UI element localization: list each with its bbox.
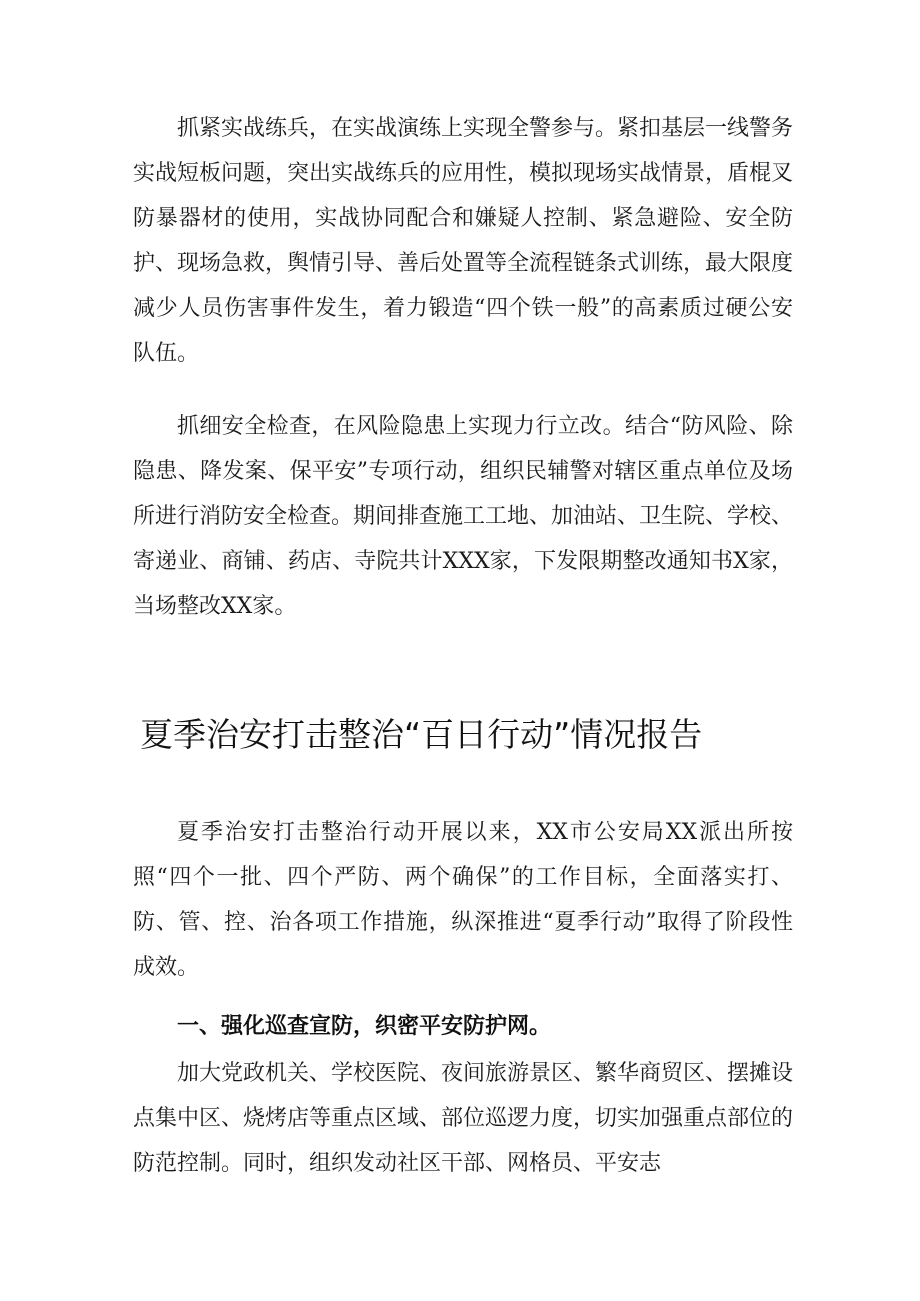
- paragraph-training: 抓紧实战练兵，在实战演练上实现全警参与。紧扣基层一线警务实战短板问题，突出实战练兵的应用性，模拟现场实战情景，盾棍叉防暴器材的使用，实战协同配合和嫌疑人控制、紧急避险、安全防护、现场急救，舆情引导、善后处置等全流程链条式训练，最大限度减少人员伤害事件发生，着力锻造“四个铁一般”的高素质过硬公安队伍。: [133, 116, 794, 366]
- report-title: 夏季治安打击整治“百日行动”情况报告: [140, 715, 703, 754]
- paragraph-patrol: 加大党政机关、学校医院、夜间旅游景区、繁华商贸区、摆摊设点集中区、烧烤店等重点区域、部位巡逻力度，切实加强重点部位的防范控制。同时，组织发动社区干部、网格员、平安志: [133, 1061, 794, 1176]
- paragraph-intro: 夏季治安打击整治行动开展以来，XX市公安局XX派出所按照“四个一批、四个严防、两个确保”的工作目标，全面落实打、防、管、控、治各项工作措施，纵深推进“夏季行动”取得了阶段性成效。: [133, 820, 793, 980]
- section-heading: 一、强化巡查宣防，织密平安防护网。: [177, 1014, 552, 1039]
- paragraph-safety-inspection: 抓细安全检查，在风险隐患上实现力行立改。结合“防风险、除隐患、降发案、保平安”专项行动，组织民辅警对辖区重点单位及场所进行消防安全检查。期间排查施工工地、加油站、卫生院、学校、寄递业、商铺、药店、寺院共计XXX家，下发限期整改通知书X家，当场整改XX家。: [133, 414, 794, 619]
